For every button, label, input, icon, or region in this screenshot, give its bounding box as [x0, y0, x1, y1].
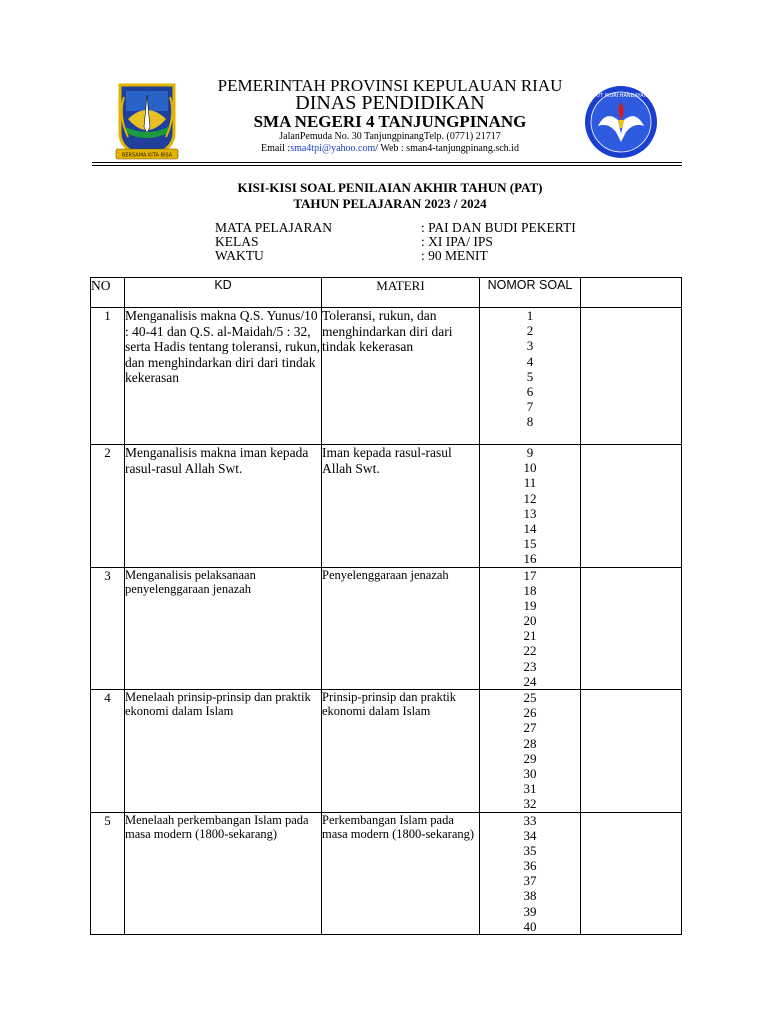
header-school-name: SMA NEGERI 4 TANJUNGPINANG [253, 112, 527, 131]
header-contact [160, 143, 620, 154]
row-number: 1 [91, 308, 125, 445]
question-number: 30 [523, 765, 537, 781]
row-extra-cell [581, 308, 682, 445]
question-number: 10 [523, 460, 537, 476]
question-number: 6 [526, 383, 534, 399]
table-row [91, 445, 682, 568]
question-number: 16 [523, 551, 537, 567]
header-kd: KD [125, 278, 322, 308]
row-number: 4 [91, 690, 125, 813]
row-question-numbers [480, 445, 581, 568]
row-extra-cell [581, 567, 682, 690]
question-number: 13 [523, 505, 537, 521]
header-materi: MATERI [322, 278, 480, 308]
question-number: 34 [523, 827, 537, 843]
row-question-numbers [480, 812, 581, 935]
question-number: 35 [523, 842, 537, 858]
table-row [91, 567, 682, 690]
row-question-numbers [480, 308, 581, 445]
row-extra-cell [581, 812, 682, 935]
question-number: 40 [523, 918, 537, 934]
question-number: 18 [523, 582, 537, 598]
header-extra [581, 278, 682, 308]
question-number: 21 [523, 628, 537, 644]
row-question-numbers [480, 690, 581, 813]
question-number: 11 [523, 475, 537, 491]
document-subtitle: TAHUN PELAJARAN 2023 / 2024 [293, 196, 487, 211]
svg-text:BERSAMA KITA BISA: BERSAMA KITA BISA [121, 152, 173, 159]
class-label: KELAS [215, 234, 259, 249]
question-number: 26 [523, 705, 537, 721]
row-kd: Menganalisis pelaksanaan penyelenggaraan jenazah [125, 567, 322, 690]
svg-text:TUT WURI HANDAYANI: TUT WURI HANDAYANI [593, 93, 649, 99]
question-number: 32 [523, 796, 537, 812]
header-department: DINAS PENDIDIKAN [295, 92, 485, 114]
question-number: 2 [526, 323, 534, 339]
document-title: KISI-KISI SOAL PENILAIAN AKHIR TAHUN (PAT) [237, 180, 543, 195]
row-materi: Toleransi, rukun, dan menghindarkan diri dari tindak kekerasan [322, 308, 480, 445]
question-number: 29 [523, 750, 537, 766]
question-number: 23 [523, 658, 537, 674]
email-link[interactable]: sma4tpi@yahoo.com [290, 143, 376, 154]
web-text: / Web : sman4-tanjungpinang.sch.id [375, 143, 519, 154]
row-kd: Menganalisis makna iman kepada rasul-rasul Allah Swt. [125, 445, 322, 568]
question-number: 24 [523, 673, 537, 689]
question-number: 19 [523, 597, 537, 613]
row-number: 3 [91, 567, 125, 690]
question-number: 15 [523, 536, 537, 552]
header-no: NO [91, 278, 125, 308]
question-number: 3 [526, 338, 534, 354]
header-divider [92, 162, 682, 163]
question-number: 5 [526, 368, 534, 384]
row-materi: Penyelenggaraan jenazah [322, 567, 480, 690]
time-value: : 90 MENIT [421, 248, 488, 263]
header-nomor-soal: NOMOR SOAL [480, 278, 581, 308]
question-number: 20 [523, 613, 537, 629]
row-materi: Perkembangan Islam pada masa modern (1800-sekarang) [322, 812, 480, 935]
row-number: 5 [91, 812, 125, 935]
question-number: 33 [523, 812, 537, 828]
question-number: 4 [526, 353, 534, 369]
row-kd: Menelaah perkembangan Islam pada masa modern (1800-sekarang) [125, 812, 322, 935]
question-number: 1 [526, 308, 534, 323]
row-kd: Menganalisis makna Q.S. Yunus/10 : 40-41 dan Q.S. al-Maidah/5 : 32, serta Hadis tentang toleransi, rukun, dan menghindarkan diri dari tindak kekerasan [125, 308, 322, 445]
question-number: 36 [523, 858, 537, 874]
table-row [91, 690, 682, 813]
question-number: 37 [523, 873, 537, 889]
time-label: WAKTU [215, 248, 264, 263]
question-number: 12 [523, 490, 537, 506]
email-label: Email : [261, 143, 291, 154]
row-materi: Prinsip-prinsip dan praktik ekonomi dalam Islam [322, 690, 480, 813]
question-number: 8 [526, 414, 534, 430]
question-number: 25 [523, 690, 537, 705]
header-address: JalanPemuda No. 30 TanjungpinangTelp. (0771) 21717 [279, 131, 501, 142]
row-question-numbers [480, 567, 581, 690]
table-row [91, 812, 682, 935]
question-number: 31 [523, 781, 537, 797]
header-province: PEMERINTAH PROVINSI KEPULAUAN RIAU [217, 76, 563, 95]
question-number: 39 [523, 903, 537, 919]
question-number: 28 [523, 735, 537, 751]
question-number: 9 [526, 445, 534, 460]
subject-value: : PAI DAN BUDI PEKERTI [421, 220, 576, 235]
row-extra-cell [581, 445, 682, 568]
question-number: 38 [523, 888, 537, 904]
question-number: 27 [523, 720, 537, 736]
question-grid-table [90, 277, 682, 935]
header-divider-secondary [92, 165, 682, 166]
row-materi: Iman kepada rasul-rasul Allah Swt. [322, 445, 480, 568]
subject-label: MATA PELAJARAN [215, 220, 333, 235]
question-number: 7 [526, 399, 534, 415]
table-header-row [91, 278, 682, 308]
question-number: 14 [523, 520, 537, 536]
row-number: 2 [91, 445, 125, 568]
row-extra-cell [581, 690, 682, 813]
table-row [91, 308, 682, 445]
row-kd: Menelaah prinsip-prinsip dan praktik ekonomi dalam Islam [125, 690, 322, 813]
question-number: 17 [523, 567, 537, 583]
question-number: 22 [523, 643, 537, 659]
class-value: : XI IPA/ IPS [421, 234, 493, 249]
